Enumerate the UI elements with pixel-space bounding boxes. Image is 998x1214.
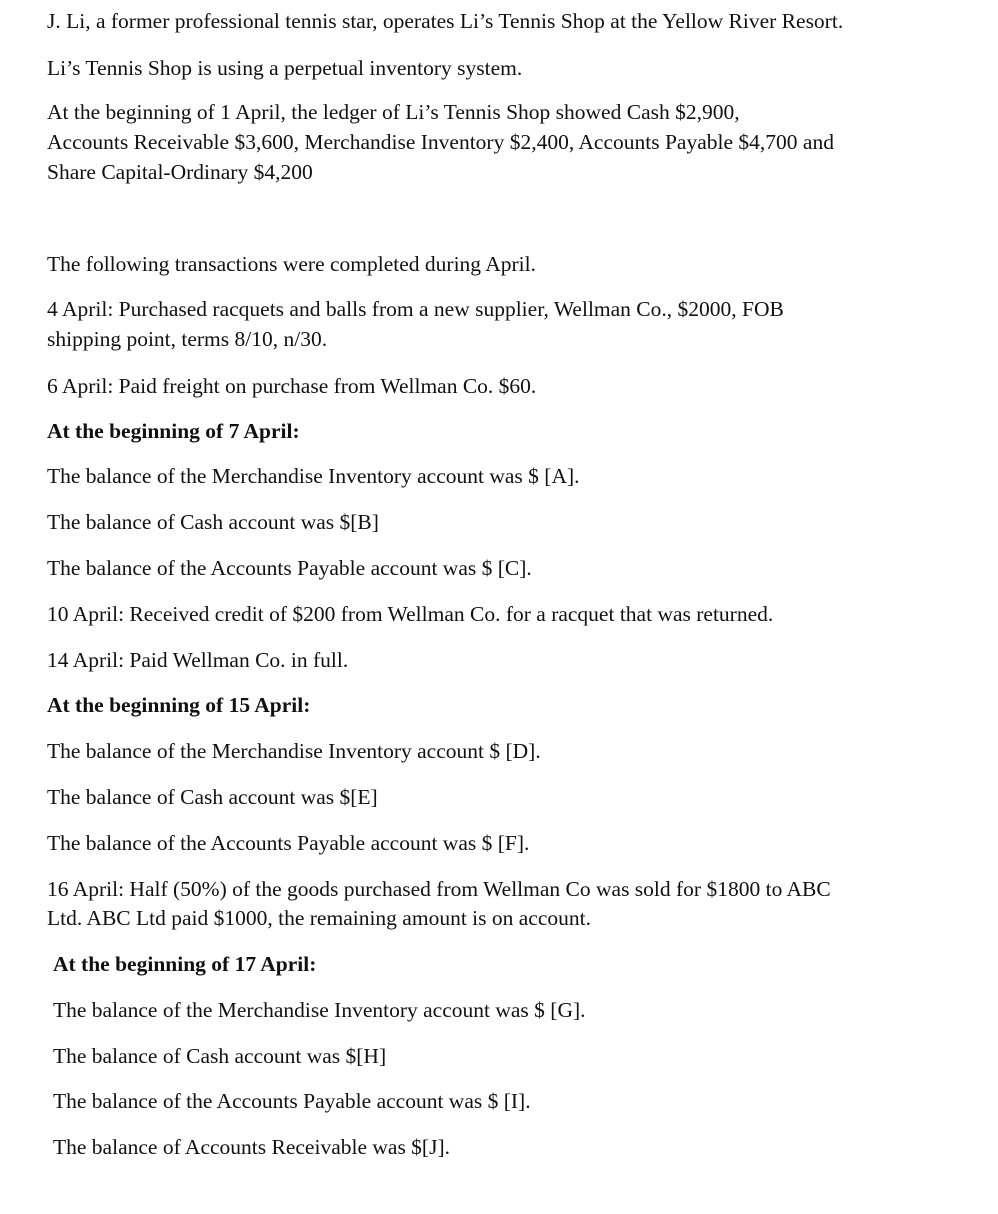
transaction-apr-14: 14 April: Paid Wellman Co. in full. [47,648,349,672]
transaction-apr-16-line-1: 16 April: Half (50%) of the goods purchased from Wellman Co was sold for $1800 to ABC [47,877,831,901]
opening-balances-line-3: Share Capital-Ordinary $4,200 [47,160,313,184]
opening-balances-line-2: Accounts Receivable $3,600, Merchandise Inventory $2,400, Accounts Payable $4,700 and [47,130,834,154]
question-a: The balance of the Merchandise Inventory account was $ [A]. [47,464,580,488]
section-heading-apr-7: At the beginning of 7 April: [47,419,300,443]
transaction-apr-6: 6 April: Paid freight on purchase from Wellman Co. $60. [47,374,537,398]
transaction-apr-4-line-2: shipping point, terms 8/10, n/30. [47,327,328,351]
question-f: The balance of the Accounts Payable account was $ [F]. [47,831,530,855]
question-b: The balance of Cash account was $[B] [47,510,379,534]
question-h: The balance of Cash account was $[H] [53,1044,387,1068]
question-d: The balance of the Merchandise Inventory account $ [D]. [47,739,541,763]
section-heading-apr-15: At the beginning of 15 April: [47,693,311,717]
section-heading-apr-17: At the beginning of 17 April: [53,952,317,976]
opening-balances-line-1: At the beginning of 1 April, the ledger of Li’s Tennis Shop showed Cash $2,900, [47,100,740,124]
question-i: The balance of the Accounts Payable account was $ [I]. [53,1089,531,1113]
transaction-apr-10: 10 April: Received credit of $200 from Wellman Co. for a racquet that was returned. [47,602,774,626]
intro-text: J. Li, a former professional tennis star, operates Li’s Tennis Shop at the Yellow River Resort. [47,9,844,33]
transaction-apr-4-line-1: 4 April: Purchased racquets and balls from a new supplier, Wellman Co., $2000, FOB [47,297,784,321]
question-c: The balance of the Accounts Payable account was $ [C]. [47,556,532,580]
question-j: The balance of Accounts Receivable was $[J]. [53,1135,450,1159]
question-g: The balance of the Merchandise Inventory account was $ [G]. [53,998,586,1022]
question-e: The balance of Cash account was $[E] [47,785,378,809]
transaction-apr-16-line-2: Ltd. ABC Ltd paid $1000, the remaining amount is on account. [47,906,591,930]
transactions-intro: The following transactions were completed during April. [47,252,536,276]
inventory-system-text: Li’s Tennis Shop is using a perpetual inventory system. [47,56,523,80]
